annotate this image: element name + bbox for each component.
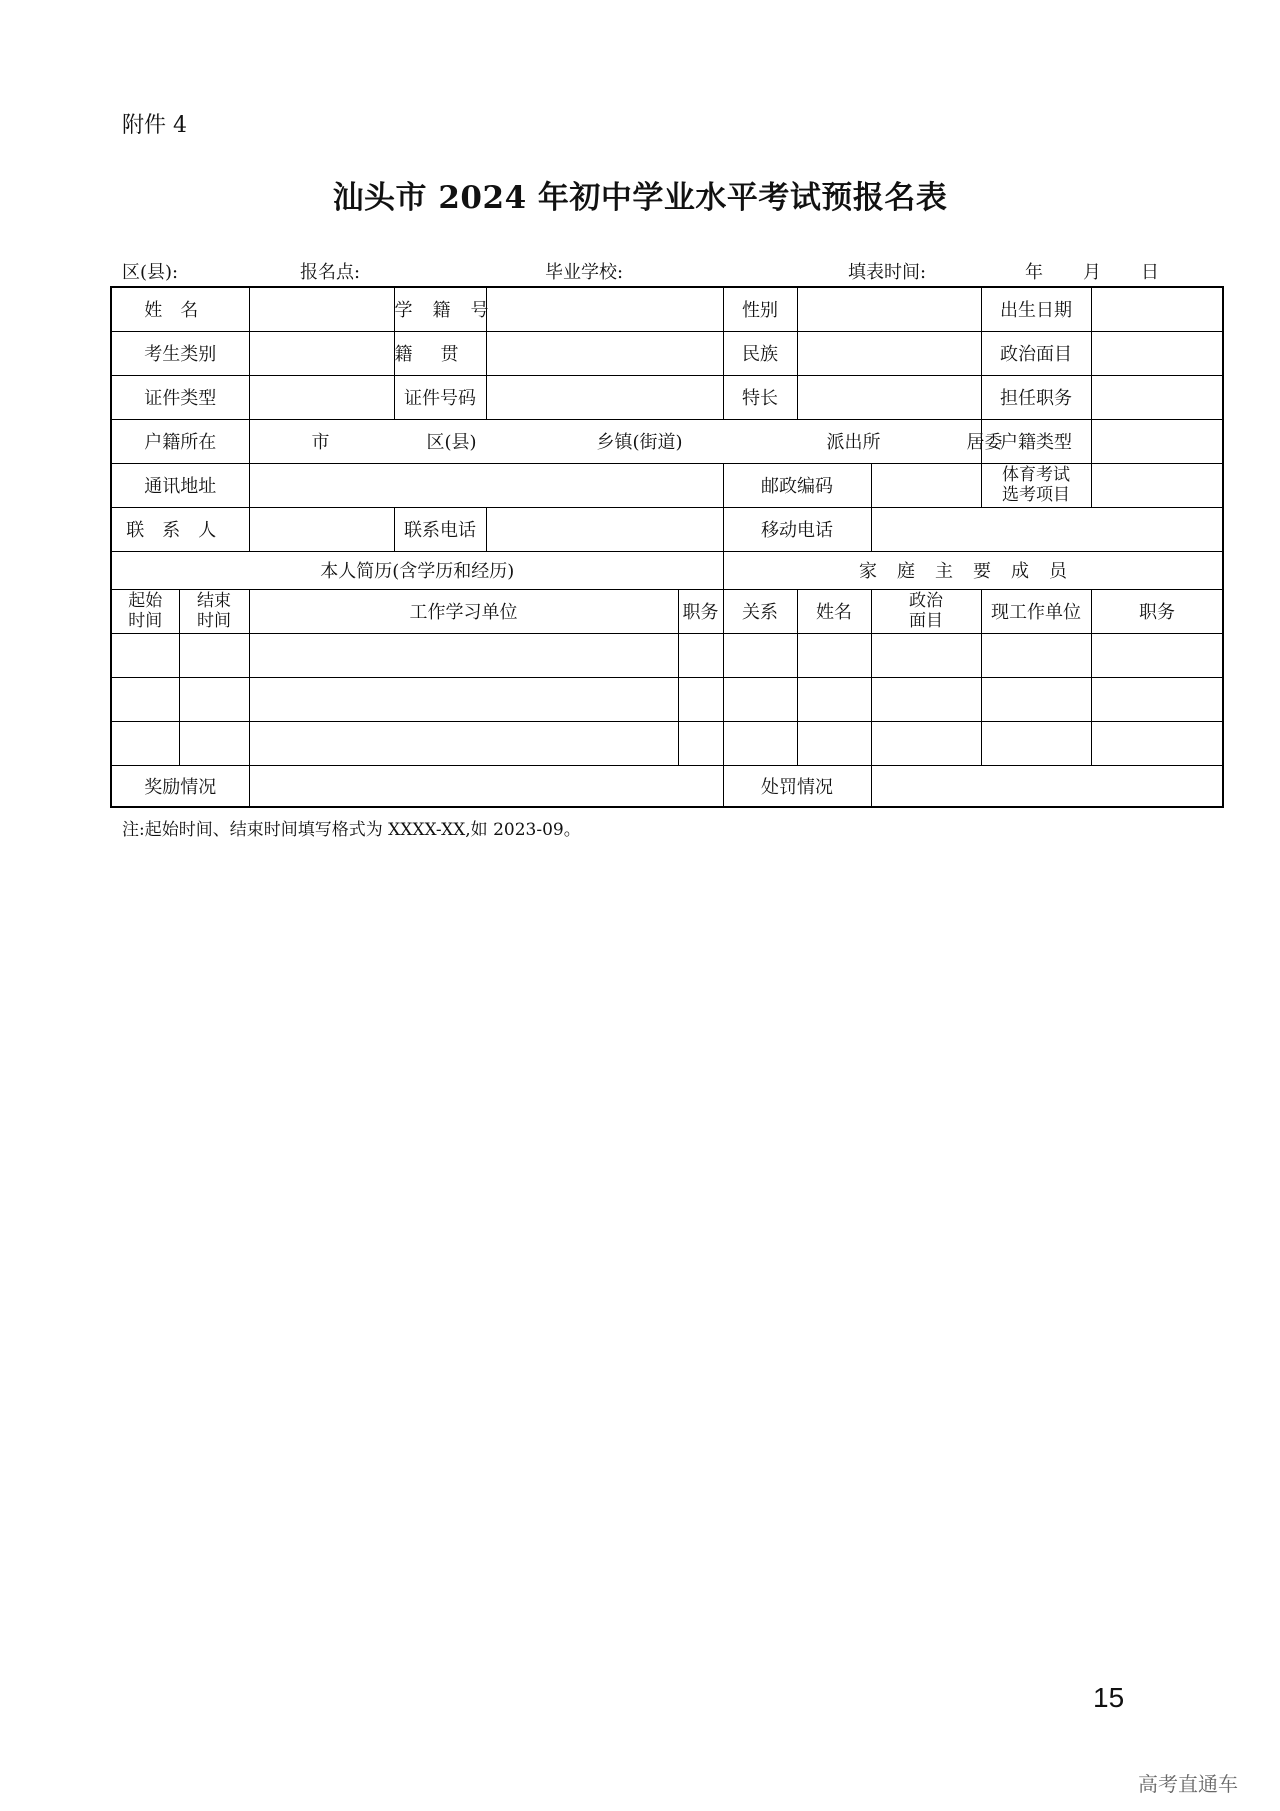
- watermark: 高考直通车: [1138, 1774, 1238, 1796]
- cell[interactable]: [249, 721, 678, 765]
- cell[interactable]: [871, 677, 981, 721]
- pe-exam-label-line2: 选考项目: [1002, 485, 1070, 505]
- candidate-type-input[interactable]: [249, 331, 394, 375]
- registration-form-table: [110, 286, 1224, 808]
- gender-label: 性别: [723, 287, 797, 331]
- member-name-header: 姓名: [797, 589, 871, 633]
- specialty-label: 特长: [723, 375, 797, 419]
- rewards-input[interactable]: [249, 765, 723, 807]
- current-unit-header: 现工作单位: [981, 589, 1091, 633]
- cell[interactable]: [797, 721, 871, 765]
- postal-code-input[interactable]: [871, 463, 981, 507]
- birth-date-input[interactable]: [1091, 287, 1223, 331]
- id-number-input[interactable]: [486, 375, 723, 419]
- position-held-label: 担任职务: [981, 375, 1091, 419]
- cell[interactable]: [179, 677, 249, 721]
- resume-header: 本人简历(含学历和经历): [111, 551, 723, 589]
- police-station-label: 派出所: [826, 432, 881, 453]
- end-time-line1: 结束: [197, 591, 231, 611]
- political-status-label: 政治面目: [981, 331, 1091, 375]
- political-status-input[interactable]: [1091, 331, 1223, 375]
- end-time-line2: 时间: [197, 611, 231, 631]
- year-label: 年: [1025, 262, 1043, 283]
- town-label: 乡镇(街道): [596, 432, 683, 453]
- signup-point-label: 报名点:: [300, 262, 361, 283]
- id-type-input[interactable]: [249, 375, 394, 419]
- table-row: [111, 721, 1223, 765]
- cell[interactable]: [981, 633, 1091, 677]
- contact-label: 联系人: [111, 507, 249, 551]
- relation-header: 关系: [723, 589, 797, 633]
- pe-exam-label: [981, 463, 1091, 507]
- cell[interactable]: [1091, 721, 1223, 765]
- politics-line1: 政治: [909, 591, 943, 611]
- start-time-line2: 时间: [128, 611, 163, 631]
- cell[interactable]: [678, 721, 723, 765]
- student-id-input[interactable]: [486, 287, 723, 331]
- mobile-label: 移动电话: [723, 507, 871, 551]
- punishments-input[interactable]: [871, 765, 1223, 807]
- cell[interactable]: [111, 721, 179, 765]
- id-number-label: 证件号码: [394, 375, 486, 419]
- page-number: 15: [1093, 1682, 1125, 1713]
- native-place-input[interactable]: [486, 331, 723, 375]
- member-duty-header: 职务: [1091, 589, 1223, 633]
- name-input[interactable]: [249, 287, 394, 331]
- contact-phone-input[interactable]: [486, 507, 723, 551]
- month-label: 月: [1083, 262, 1101, 283]
- cell[interactable]: [871, 633, 981, 677]
- postal-code-label: 邮政编码: [723, 463, 871, 507]
- ethnicity-label: 民族: [723, 331, 797, 375]
- cell[interactable]: [723, 721, 797, 765]
- city-label: 市: [311, 432, 330, 453]
- committee-label: 居委: [966, 432, 1003, 453]
- pe-exam-label-line1: 体育考试: [1002, 465, 1070, 485]
- attachment-label: 附件 4: [122, 113, 187, 138]
- cell[interactable]: [249, 633, 678, 677]
- start-time-line1: 起始: [128, 591, 163, 611]
- cell[interactable]: [723, 633, 797, 677]
- specialty-input[interactable]: [797, 375, 981, 419]
- cell[interactable]: [797, 633, 871, 677]
- cell[interactable]: [1091, 677, 1223, 721]
- politics-header: [871, 589, 981, 633]
- native-place-label: 籍贯: [394, 331, 486, 375]
- cell[interactable]: [981, 677, 1091, 721]
- address-label: 通讯地址: [111, 463, 249, 507]
- county-label: 区(县): [426, 432, 477, 453]
- cell[interactable]: [797, 677, 871, 721]
- contact-phone-label: 联系电话: [394, 507, 486, 551]
- student-id-label: 学籍号: [394, 287, 486, 331]
- household-type-input[interactable]: [1091, 419, 1223, 463]
- mobile-input[interactable]: [871, 507, 1223, 551]
- candidate-type-label: 考生类别: [111, 331, 249, 375]
- form-title: 汕头市 2024 年初中学业水平考试预报名表: [332, 180, 948, 216]
- punishments-label: 处罚情况: [723, 765, 871, 807]
- cell[interactable]: [981, 721, 1091, 765]
- cell[interactable]: [111, 677, 179, 721]
- position-held-input[interactable]: [1091, 375, 1223, 419]
- cell[interactable]: [179, 721, 249, 765]
- address-input[interactable]: [249, 463, 723, 507]
- work-unit-header: 工作学习单位: [249, 589, 678, 633]
- cell[interactable]: [871, 721, 981, 765]
- pe-exam-input[interactable]: [1091, 463, 1223, 507]
- household-location-label: 户籍所在: [111, 419, 249, 463]
- cell[interactable]: [723, 677, 797, 721]
- end-time-header: [179, 589, 249, 633]
- cell[interactable]: [678, 677, 723, 721]
- duty-header: 职务: [678, 589, 723, 633]
- fill-time-label: 填表时间:: [848, 262, 927, 283]
- cell[interactable]: [1091, 633, 1223, 677]
- rewards-label: 奖励情况: [111, 765, 249, 807]
- cell[interactable]: [678, 633, 723, 677]
- district-label: 区(县):: [122, 262, 179, 283]
- gender-input[interactable]: [797, 287, 981, 331]
- day-label: 日: [1141, 262, 1159, 283]
- name-label: 姓名: [111, 287, 249, 331]
- cell[interactable]: [249, 677, 678, 721]
- start-time-header: [111, 589, 179, 633]
- cell[interactable]: [179, 633, 249, 677]
- contact-input[interactable]: [249, 507, 394, 551]
- household-location-field[interactable]: [249, 419, 1003, 463]
- footnote: 注:起始时间、结束时间填写格式为 XXXX-XX,如 2023-09。: [122, 820, 581, 840]
- table-row: [111, 677, 1223, 721]
- table-row: [111, 633, 1223, 677]
- cell[interactable]: [111, 633, 179, 677]
- id-type-label: 证件类型: [111, 375, 249, 419]
- politics-line2: 面目: [909, 611, 943, 631]
- ethnicity-input[interactable]: [797, 331, 981, 375]
- birth-date-label: 出生日期: [981, 287, 1091, 331]
- household-type-label: 户籍类型: [981, 419, 1091, 463]
- family-header: 家庭主要成员: [723, 551, 1223, 589]
- graduation-school-label: 毕业学校:: [545, 262, 624, 283]
